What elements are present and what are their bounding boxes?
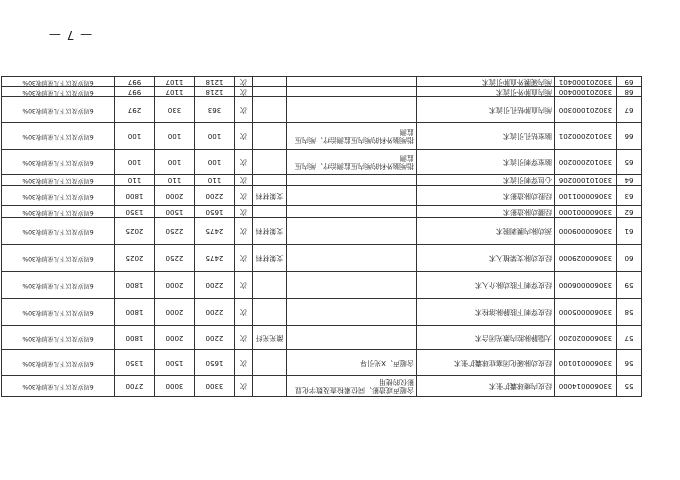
row-number-cell: 61 <box>617 218 642 245</box>
price-level-1-cell: 1650 <box>195 206 235 218</box>
excluded-material-cell <box>253 150 287 175</box>
price-level-3-cell: 1800 <box>115 299 155 326</box>
price-level-3-cell: 1350 <box>115 206 155 218</box>
table-row <box>2 150 642 175</box>
excluded-material-cell <box>253 376 287 397</box>
unit-cell: 次 <box>235 299 253 326</box>
item-content-cell <box>287 77 417 87</box>
excluded-material-cell <box>253 350 287 376</box>
price-level-2-cell: 3000 <box>155 376 195 397</box>
note-cell: 6周岁及以下儿童加收30% <box>2 218 115 245</box>
price-level-3-cell: 997 <box>115 77 155 87</box>
item-code-cell: 330600020200 <box>555 326 617 350</box>
item-name-cell: 颈动脉内膜剥脱术 <box>417 218 555 245</box>
note-cell: 6周岁及以下儿童加收30% <box>2 350 115 376</box>
item-code-cell: 330600009000 <box>555 218 617 245</box>
row-number-cell: 67 <box>617 97 642 123</box>
excluded-material-cell: 支架材料 <box>253 245 287 272</box>
item-content-cell <box>287 175 417 186</box>
unit-cell: 次 <box>235 97 253 123</box>
excluded-material-cell <box>253 87 287 97</box>
note-cell: 6周岁及以下儿童加收30% <box>2 376 115 397</box>
table-row <box>2 376 642 397</box>
table-row <box>2 186 642 206</box>
item-content-cell <box>287 186 417 206</box>
table-row <box>2 272 642 299</box>
note-cell: 6周岁及以下儿童加收30% <box>2 299 115 326</box>
excluded-material-cell <box>253 272 287 299</box>
item-code-cell: 330600001100 <box>555 186 617 206</box>
unit-cell: 次 <box>235 206 253 218</box>
unit-cell: 次 <box>235 326 253 350</box>
note-cell: 6周岁及以下儿童加收30% <box>2 326 115 350</box>
price-level-2-cell: 2000 <box>155 186 195 206</box>
excluded-material-cell <box>253 206 287 218</box>
row-number-cell: 55 <box>617 376 642 397</box>
price-level-3-cell: 110 <box>115 175 155 186</box>
note-cell: 6周岁及以下儿童加收30% <box>2 123 115 150</box>
price-level-2-cell: 2000 <box>155 272 195 299</box>
page-number: — 7 — <box>47 28 93 42</box>
item-content-cell <box>287 218 417 245</box>
item-name-cell: 经股动脉造影术 <box>417 186 555 206</box>
row-number-cell: 66 <box>617 123 642 150</box>
table-row <box>2 326 642 350</box>
excluded-material-cell <box>253 299 287 326</box>
price-level-3-cell: 100 <box>115 150 155 175</box>
price-level-3-cell: 297 <box>115 97 155 123</box>
item-code-cell: 330201000400 <box>555 87 617 97</box>
row-number-cell: 69 <box>617 77 642 87</box>
item-code-cell: 330201000300 <box>555 97 617 123</box>
unit-cell: 次 <box>235 77 253 87</box>
price-level-2-cell: 1500 <box>155 350 195 376</box>
unit-cell: 次 <box>235 186 253 206</box>
item-code-cell: 330600014000 <box>555 376 617 397</box>
item-content-cell <box>287 97 417 123</box>
excluded-material-cell <box>253 97 287 123</box>
row-number-cell: 68 <box>617 87 642 97</box>
item-name-cell: 经腰动脉造影术 <box>417 206 555 218</box>
item-name-cell: 脑室钻孔引流术 <box>417 123 555 150</box>
unit-cell: 次 <box>235 245 253 272</box>
item-code-cell: 330600001000 <box>555 206 617 218</box>
item-name-cell: 经皮动脉支架植入术 <box>417 245 555 272</box>
price-level-2-cell: 100 <box>155 150 195 175</box>
item-content-cell <box>287 299 417 326</box>
price-level-1-cell: 2200 <box>195 299 235 326</box>
unit-cell: 次 <box>235 376 253 397</box>
price-level-1-cell: 1218 <box>195 87 235 97</box>
price-level-2-cell: 1107 <box>155 77 195 87</box>
note-cell: 6周岁及以下儿童加收30% <box>2 150 115 175</box>
table-row <box>2 350 642 376</box>
item-code-cell: 330201000401 <box>555 77 617 87</box>
item-name-cell: 经皮动脉硬化闭塞症球囊扩张术 <box>417 350 555 376</box>
row-number-cell: 56 <box>617 350 642 376</box>
price-level-3-cell: 2025 <box>115 218 155 245</box>
price-level-1-cell: 1218 <box>195 77 235 87</box>
excluded-material-cell: 支架材料 <box>253 218 287 245</box>
price-level-2-cell: 2250 <box>155 218 195 245</box>
price-level-1-cell: 1650 <box>195 350 235 376</box>
price-level-3-cell: 100 <box>115 123 155 150</box>
excluded-material-cell: 激光光纤 <box>253 326 287 350</box>
table-row <box>2 123 642 150</box>
note-cell: 6周岁及以下儿童加收30% <box>2 97 115 123</box>
row-number-cell: 64 <box>617 175 642 186</box>
row-number-cell: 62 <box>617 206 642 218</box>
price-level-2-cell: 1107 <box>155 87 195 97</box>
price-level-1-cell: 2200 <box>195 272 235 299</box>
price-level-1-cell: 363 <box>195 97 235 123</box>
table-row <box>2 299 642 326</box>
item-code-cell: 330102000200 <box>555 150 617 175</box>
price-level-2-cell: 2250 <box>155 245 195 272</box>
table-row <box>2 77 642 87</box>
unit-cell: 次 <box>235 175 253 186</box>
item-code-cell: 330600005000 <box>555 299 617 326</box>
unit-cell: 次 <box>235 150 253 175</box>
price-level-2-cell: 2000 <box>155 326 195 350</box>
price-level-3-cell: 997 <box>115 87 155 97</box>
item-name-cell: 经皮内瘘球囊扩张术 <box>417 376 555 397</box>
price-level-1-cell: 2475 <box>195 245 235 272</box>
table-row <box>2 87 642 97</box>
price-level-1-cell: 2200 <box>195 326 235 350</box>
price-level-1-cell: 2475 <box>195 218 235 245</box>
item-content-cell <box>287 272 417 299</box>
unit-cell: 次 <box>235 272 253 299</box>
note-cell: 6周岁及以下儿童加收30% <box>2 77 115 87</box>
price-level-1-cell: 100 <box>195 150 235 175</box>
unit-cell: 次 <box>235 87 253 97</box>
item-code-cell: 330600029000 <box>555 245 617 272</box>
item-name-cell: 脑室穿刺引流术 <box>417 150 555 175</box>
table-body <box>2 77 642 397</box>
excluded-material-cell: 支架材料 <box>253 186 287 206</box>
item-content-cell <box>287 206 417 218</box>
table-row <box>2 97 642 123</box>
note-cell: 6周岁及以下儿童加收30% <box>2 272 115 299</box>
price-level-2-cell: 110 <box>155 175 195 186</box>
table-row <box>2 175 642 186</box>
unit-cell: 次 <box>235 218 253 245</box>
item-name-cell: 经皮穿刺下肢静脉溶栓术 <box>417 299 555 326</box>
item-name-cell: 经皮穿刺下肢动脉介入术 <box>417 272 555 299</box>
price-level-1-cell: 2200 <box>195 186 235 206</box>
unit-cell: 次 <box>235 123 253 150</box>
item-name-cell: 颅内硬膜外血肿引流术 <box>417 77 555 87</box>
item-content-cell: 含超声、X光引导 <box>287 350 417 376</box>
table-row <box>2 245 642 272</box>
price-level-1-cell: 100 <box>195 123 235 150</box>
item-content-cell <box>287 87 417 97</box>
price-level-3-cell: 1800 <box>115 326 155 350</box>
price-level-1-cell: 3300 <box>195 376 235 397</box>
item-content-cell: 含超声或造影、同位素检查及数字化显影仪的使用 <box>287 376 417 397</box>
price-level-3-cell: 2700 <box>115 376 155 397</box>
price-level-3-cell: 2025 <box>115 245 155 272</box>
price-level-2-cell: 2000 <box>155 299 195 326</box>
note-cell: 6周岁及以下儿童加收30% <box>2 245 115 272</box>
item-code-cell: 330101000206 <box>555 175 617 186</box>
medical-fee-table <box>1 76 642 397</box>
row-number-cell: 60 <box>617 245 642 272</box>
item-name-cell: 颅内血肿外引流术 <box>417 87 555 97</box>
item-content-cell: 指颅脑外科的颅内压监测治疗、颅内压监测 <box>287 123 417 150</box>
item-name-cell: 颅内血肿钻孔引流术 <box>417 97 555 123</box>
price-level-3-cell: 1800 <box>115 186 155 206</box>
item-name-cell: 心包穿刺引流术 <box>417 175 555 186</box>
note-cell: 6周岁及以下儿童加收30% <box>2 87 115 97</box>
price-level-2-cell: 100 <box>155 123 195 150</box>
row-number-cell: 59 <box>617 272 642 299</box>
note-cell: 6周岁及以下儿童加收30% <box>2 186 115 206</box>
price-level-2-cell: 330 <box>155 97 195 123</box>
item-content-cell <box>287 245 417 272</box>
row-number-cell: 63 <box>617 186 642 206</box>
item-name-cell: 大隐静脉腔内激光闭合术 <box>417 326 555 350</box>
row-number-cell: 58 <box>617 299 642 326</box>
price-level-3-cell: 1800 <box>115 272 155 299</box>
table-row <box>2 206 642 218</box>
item-content-cell: 指颅脑外科的颅内压监测治疗、颅内压监测 <box>287 150 417 175</box>
row-number-cell: 57 <box>617 326 642 350</box>
excluded-material-cell <box>253 175 287 186</box>
note-cell: 6周岁及以下儿童加收30% <box>2 175 115 186</box>
item-content-cell <box>287 326 417 350</box>
item-code-cell: 330600010100 <box>555 350 617 376</box>
price-level-3-cell: 1350 <box>115 350 155 376</box>
item-code-cell: 330600006000 <box>555 272 617 299</box>
unit-cell: 次 <box>235 350 253 376</box>
excluded-material-cell <box>253 123 287 150</box>
price-level-1-cell: 110 <box>195 175 235 186</box>
table-row <box>2 218 642 245</box>
excluded-material-cell <box>253 77 287 87</box>
price-level-2-cell: 1500 <box>155 206 195 218</box>
row-number-cell: 65 <box>617 150 642 175</box>
note-cell: 6周岁及以下儿童加收30% <box>2 206 115 218</box>
item-code-cell: 330102000201 <box>555 123 617 150</box>
